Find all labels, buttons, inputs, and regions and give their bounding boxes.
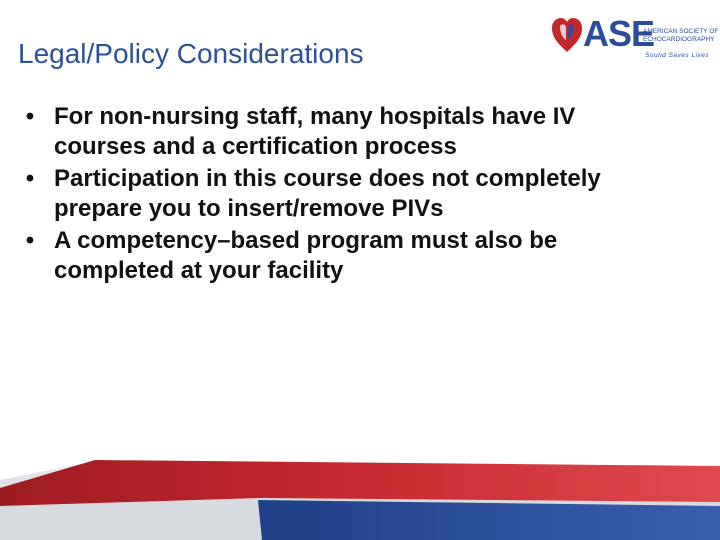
footer-blue-band bbox=[258, 500, 720, 540]
bullet-marker: • bbox=[25, 227, 35, 254]
bullet-item bbox=[20, 102, 640, 162]
bullet-text: For non-nursing staff, many hospitals have IV courses and a certification process bbox=[54, 103, 576, 160]
bullet-item bbox=[20, 226, 640, 286]
logo-org-line1: AMERICAN SOCIETY OF bbox=[643, 28, 719, 35]
logo-tagline: Sound Saves Lives bbox=[645, 52, 710, 59]
bullet-item bbox=[20, 164, 640, 224]
logo-org-name bbox=[643, 28, 718, 44]
bullet-text: Participation in this course does not completely prepare you to insert/remove PIVs bbox=[54, 165, 601, 222]
logo-org-line2: ECHOCARDIOGRAPHY bbox=[643, 36, 715, 43]
bullet-marker: • bbox=[25, 103, 35, 130]
heart-icon bbox=[550, 14, 584, 54]
slide-title: Legal/Policy Considerations bbox=[18, 38, 364, 69]
bullet-marker: • bbox=[25, 165, 35, 192]
bullet-list bbox=[20, 102, 640, 288]
ase-logo bbox=[550, 13, 719, 64]
logo-wordmark: ASE bbox=[583, 13, 655, 54]
bullet-text: A competency–based program must also be completed at your facility bbox=[54, 227, 558, 284]
